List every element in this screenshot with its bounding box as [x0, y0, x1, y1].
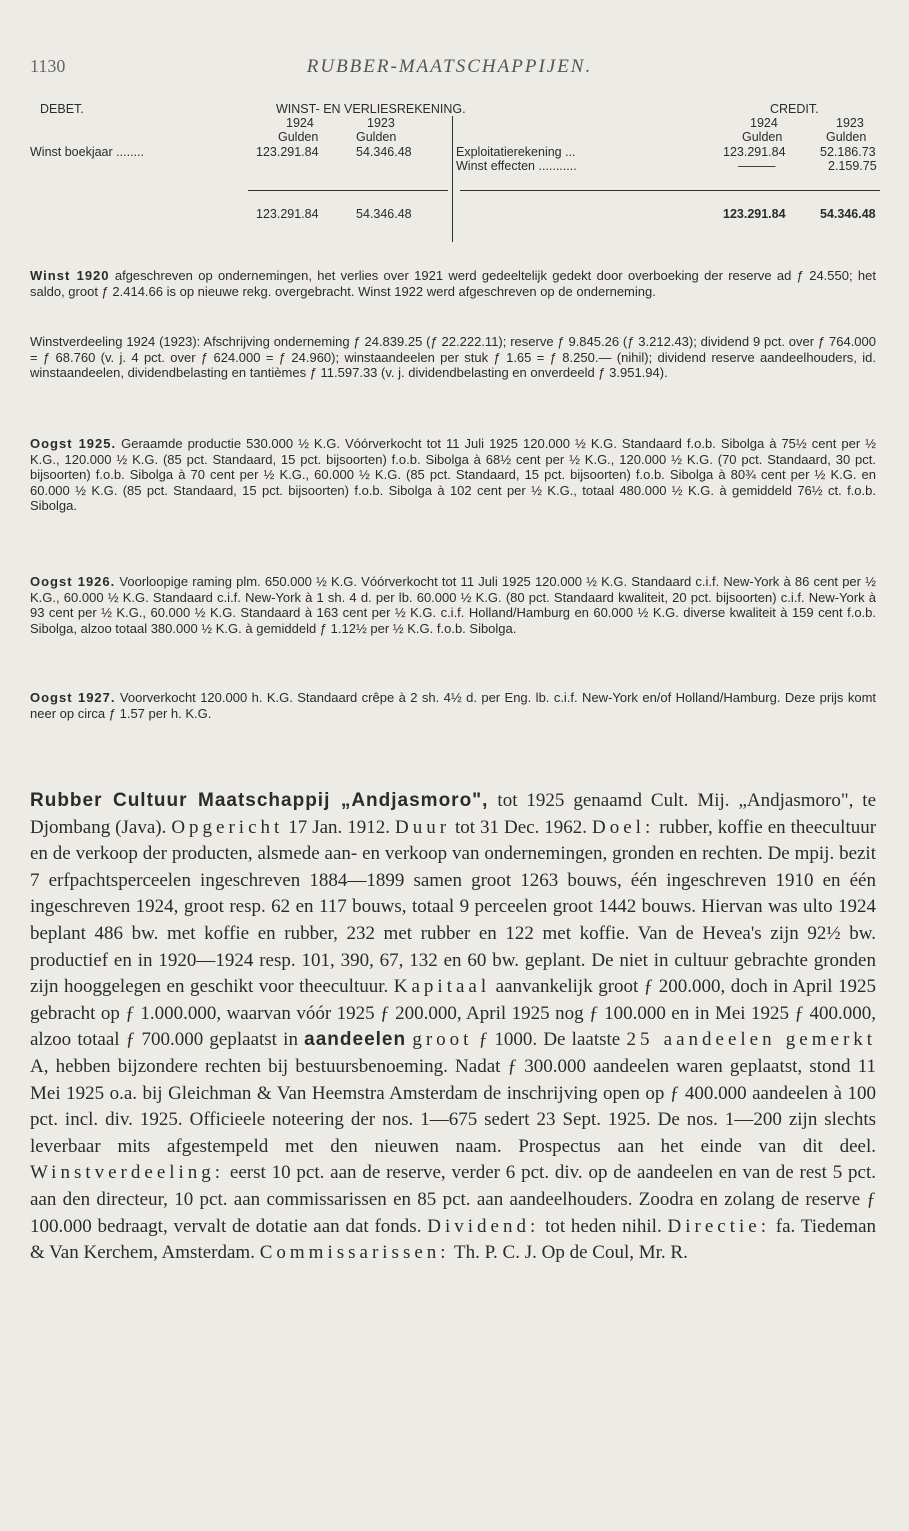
- oogst-1926: Oogst 1926. Voorloopige raming plm. 650.000 ½ K.G. Vóórverkocht tot 11 Juli 1925 120.000 ½ K.G. Standaard c.i.f. New-York à 86 cent per ½ K.G., 60.000 ½ K.G. Standaard c.i.f. New-York à 1 sh. 4 d. per lb. 60.000 ½ K.G. (80 pct. Standaard kwaliteit, 20 pct. bijsoorten) c.i.f. New-York à 93 cent per ½ K.G., 60.000 ½ K.G. Standaard à 163 cent per ½ K.G. c.i.f. Holland/Hamburg en 60.000 ½ K.G. diverse kwaliteit à 159 cent f.o.b. Sibolga, alzoo totaal 380.000 ½ K.G. à gemiddeld ƒ 1.12½ per ½ K.G. f.o.b. Sibolga.: [30, 574, 876, 636]
- label-winstverdeeling: Winstverdeeling:: [30, 1162, 225, 1184]
- right-row2-value-a: ———: [738, 159, 776, 173]
- left-row-label: Winst boekjaar ........: [30, 145, 144, 159]
- right-year-b: 1923: [836, 116, 864, 130]
- left-currency-a: Gulden: [278, 130, 319, 144]
- label-kapitaal: Kapitaal: [393, 976, 491, 998]
- oogst-1927: Oogst 1927. Voorverkocht 120.000 h. K.G. Standaard crêpe à 2 sh. 4½ d. per Eng. lb. c.i.f. New-York en/of Holland/Hamburg. Deze prijs komt neer op circa ƒ 1.57 per h. K.G.: [30, 690, 877, 721]
- account-title: WINST- EN VERLIESREKENING.: [276, 102, 466, 116]
- right-currency-b: Gulden: [826, 130, 867, 144]
- ledger-divider: [452, 116, 453, 242]
- right-total-rule: [460, 190, 880, 191]
- credit-heading: CREDIT.: [770, 102, 819, 116]
- oogst-1925: Oogst 1925. Geraamde productie 530.000 ½ K.G. Vóórverkocht tot 11 Juli 1925 120.000 ½ K.G. Standaard f.o.b. Sibolga à 75½ cent per ½ K.G., 120.000 ½ K.G. (85 pct. Standaard, 15 pct. bijsoorten) f.o.b. Sibolga à 68½ cent per ½ K.G., 120.000 ½ K.G. (70 pct. Standaard, 30 pct. bijsoorten) f.o.b. Sibolga à 70 cent per ½ K.G., 60.000 ½ K.G. (85 pct. Standaard, 15 pct. bijsoorten) f.o.b. Sibolga à 80¾ cent per ½ K.G. en 60.000 ½ K.G. (85 pct. Standaard, 15 pct. bijsoorten) f.o.b. Sibolga à 102 cent per ½ K.G., totaal 480.000 ½ K.G. à gemiddeld 76½ ct. f.o.b. Sibolga.: [30, 436, 877, 513]
- note-winst-1920: Winst 1920 afgeschreven op ondernemingen, het verlies over 1921 werd gedeeltelijk gedekt door overboeking der reserve ad ƒ 24.550; het saldo, groot ƒ 2.414.66 is op nieuwe rekg. overgebracht. Winst 1922 werd afgeschreven op de onderneming.: [30, 268, 876, 299]
- right-currency-a: Gulden: [742, 130, 783, 144]
- label-commissarissen: Commissarissen:: [259, 1242, 450, 1264]
- page-header: [30, 56, 869, 82]
- left-year-b: 1923: [367, 116, 395, 130]
- label-duur: Duur: [394, 816, 451, 838]
- right-row2-value-b: 2.159.75: [828, 159, 877, 173]
- label-directie: Directie:: [667, 1215, 770, 1237]
- label-dividend: Dividend:: [427, 1215, 540, 1237]
- left-currency-b: Gulden: [356, 130, 397, 144]
- company-name: Rubber Cultuur Maatschappij „Andjasmoro",: [30, 790, 489, 811]
- label-aandeelen: aandeelen: [304, 1029, 407, 1051]
- label-groot: groot: [412, 1029, 473, 1051]
- label-opgericht: Opgericht: [171, 816, 284, 838]
- page-number: 1130: [30, 56, 66, 76]
- right-row1-value-a: 123.291.84: [723, 145, 786, 159]
- note-winstverdeeling: Winstverdeeling 1924 (1923): Afschrijving onderneming ƒ 24.839.25 (ƒ 22.222.11); reserve ƒ 9.845.26 (ƒ 3.212.43); dividend 9 pct. over ƒ 764.000 = ƒ 68.760 (v. j. 4 pct. over ƒ 624.000 = ƒ 24.960); winstaandeelen per stuk ƒ 1.65 = ƒ 8.250.— (nihil); dividend reserve aandeelhouders, id. winstaandeelen, dividendbelasting en tantièmes ƒ 11.597.33 (v. j. dividendbelasting en onverdeeld ƒ 3.951.94).: [30, 334, 876, 380]
- right-row1-value-b: 52.186.73: [820, 145, 876, 159]
- left-row-value-b: 54.346.48: [356, 145, 412, 159]
- left-total-rule: [248, 190, 448, 191]
- left-total-b: 54.346.48: [356, 207, 412, 221]
- right-row1-label: Exploitatierekening ...: [456, 145, 576, 159]
- running-title: RUBBER-MAATSCHAPPIJEN.: [306, 56, 593, 77]
- spaced-25-aandeelen: 25 aandeelen gemerkt: [626, 1029, 877, 1051]
- left-row-value-a: 123.291.84: [256, 145, 319, 159]
- right-total-b: 54.346.48: [820, 207, 876, 221]
- right-row2-label: Winst effecten ...........: [456, 159, 577, 173]
- label-doel: Doel:: [592, 816, 655, 838]
- left-year-a: 1924: [286, 116, 314, 130]
- profit-loss-account: [30, 102, 880, 242]
- right-year-a: 1924: [750, 116, 778, 130]
- debet-heading: DEBET.: [40, 102, 84, 116]
- left-total-a: 123.291.84: [256, 207, 319, 221]
- right-total-a: 123.291.84: [723, 207, 786, 221]
- company-entry-andjasmoro: Rubber Cultuur Maatschappij „Andjasmoro", tot 1925 genaamd Cult. Mij. „Andjasmoro", te Djombang (Java). Opgericht 17 Jan. 1912. Duur tot 31 Dec. 1962. Doel: rubber, koffie en theecultuur en de verkoop der producten, alsmede aan- en verkoop van ondernemingen, gronden en rechten. De mpij. bezit 7 erfpachtsperceelen ingeschreven 1884—1899 samen groot 1263 bouws, één ingeschreven 1910 en één ingeschreven 1924, groot resp. 62 en 117 bouws, totaal 9 perceelen groot 1442 bouws. Hiervan was ulto 1924 beplant 486 bw. met koffie en rubber, 232 met rubber en 122 met koffie. Van de Hevea's zijn 92½ bw. productief en in 1920—1924 resp. 101, 390, 67, 132 en 60 bw. geplant. De niet in cultuur gebrachte gronden zijn hooggelegen en geschikt voor theecultuur. Kapitaal aanvankelijk groot ƒ 200.000, doch in April 1925 gebracht op ƒ 1.000.000, waarvan vóór 1925 ƒ 200.000, April 1925 nog ƒ 100.000 en in Mei 1925 ƒ 400.000, alzoo totaal ƒ 700.000 geplaatst in aandeelen groot ƒ 1000. De laatste 25 aandeelen gemerkt A, hebben bijzondere rechten bij bestuursbenoeming. Nadat ƒ 300.000 aandeelen waren geplaatst, stond 11 Mei 1925 o.a. bij Gleichman & Van Heemstra Amsterdam de inschrijving open op ƒ 400.000 aandeelen à 100 pct. incl. div. 1925. Officieele noteering der nos. 1—675 sedert 23 Sept. 1925. De nos. 1—200 zijn slechts leverbaar mits afgestempeld met den nieuwen naam. Prospectus aan het einde van dit deel. Winstverdeeling: eerst 10 pct. aan de reserve, verder 6 pct. div. op de aandeelen en van de rest 5 pct. aan den directeur, 10 pct. aan commissarissen en 85 pct. aan aandeelhouders. Zoodra en zolang de reserve ƒ 100.000 bedraagt, vervalt de dotatie aan dat fonds. Dividend: tot heden nihil. Directie: fa. Tiedeman & Van Kerchem, Amsterdam. Commissarissen: Th. P. C. J. Op de Coul, Mr. R.: [30, 790, 877, 1264]
